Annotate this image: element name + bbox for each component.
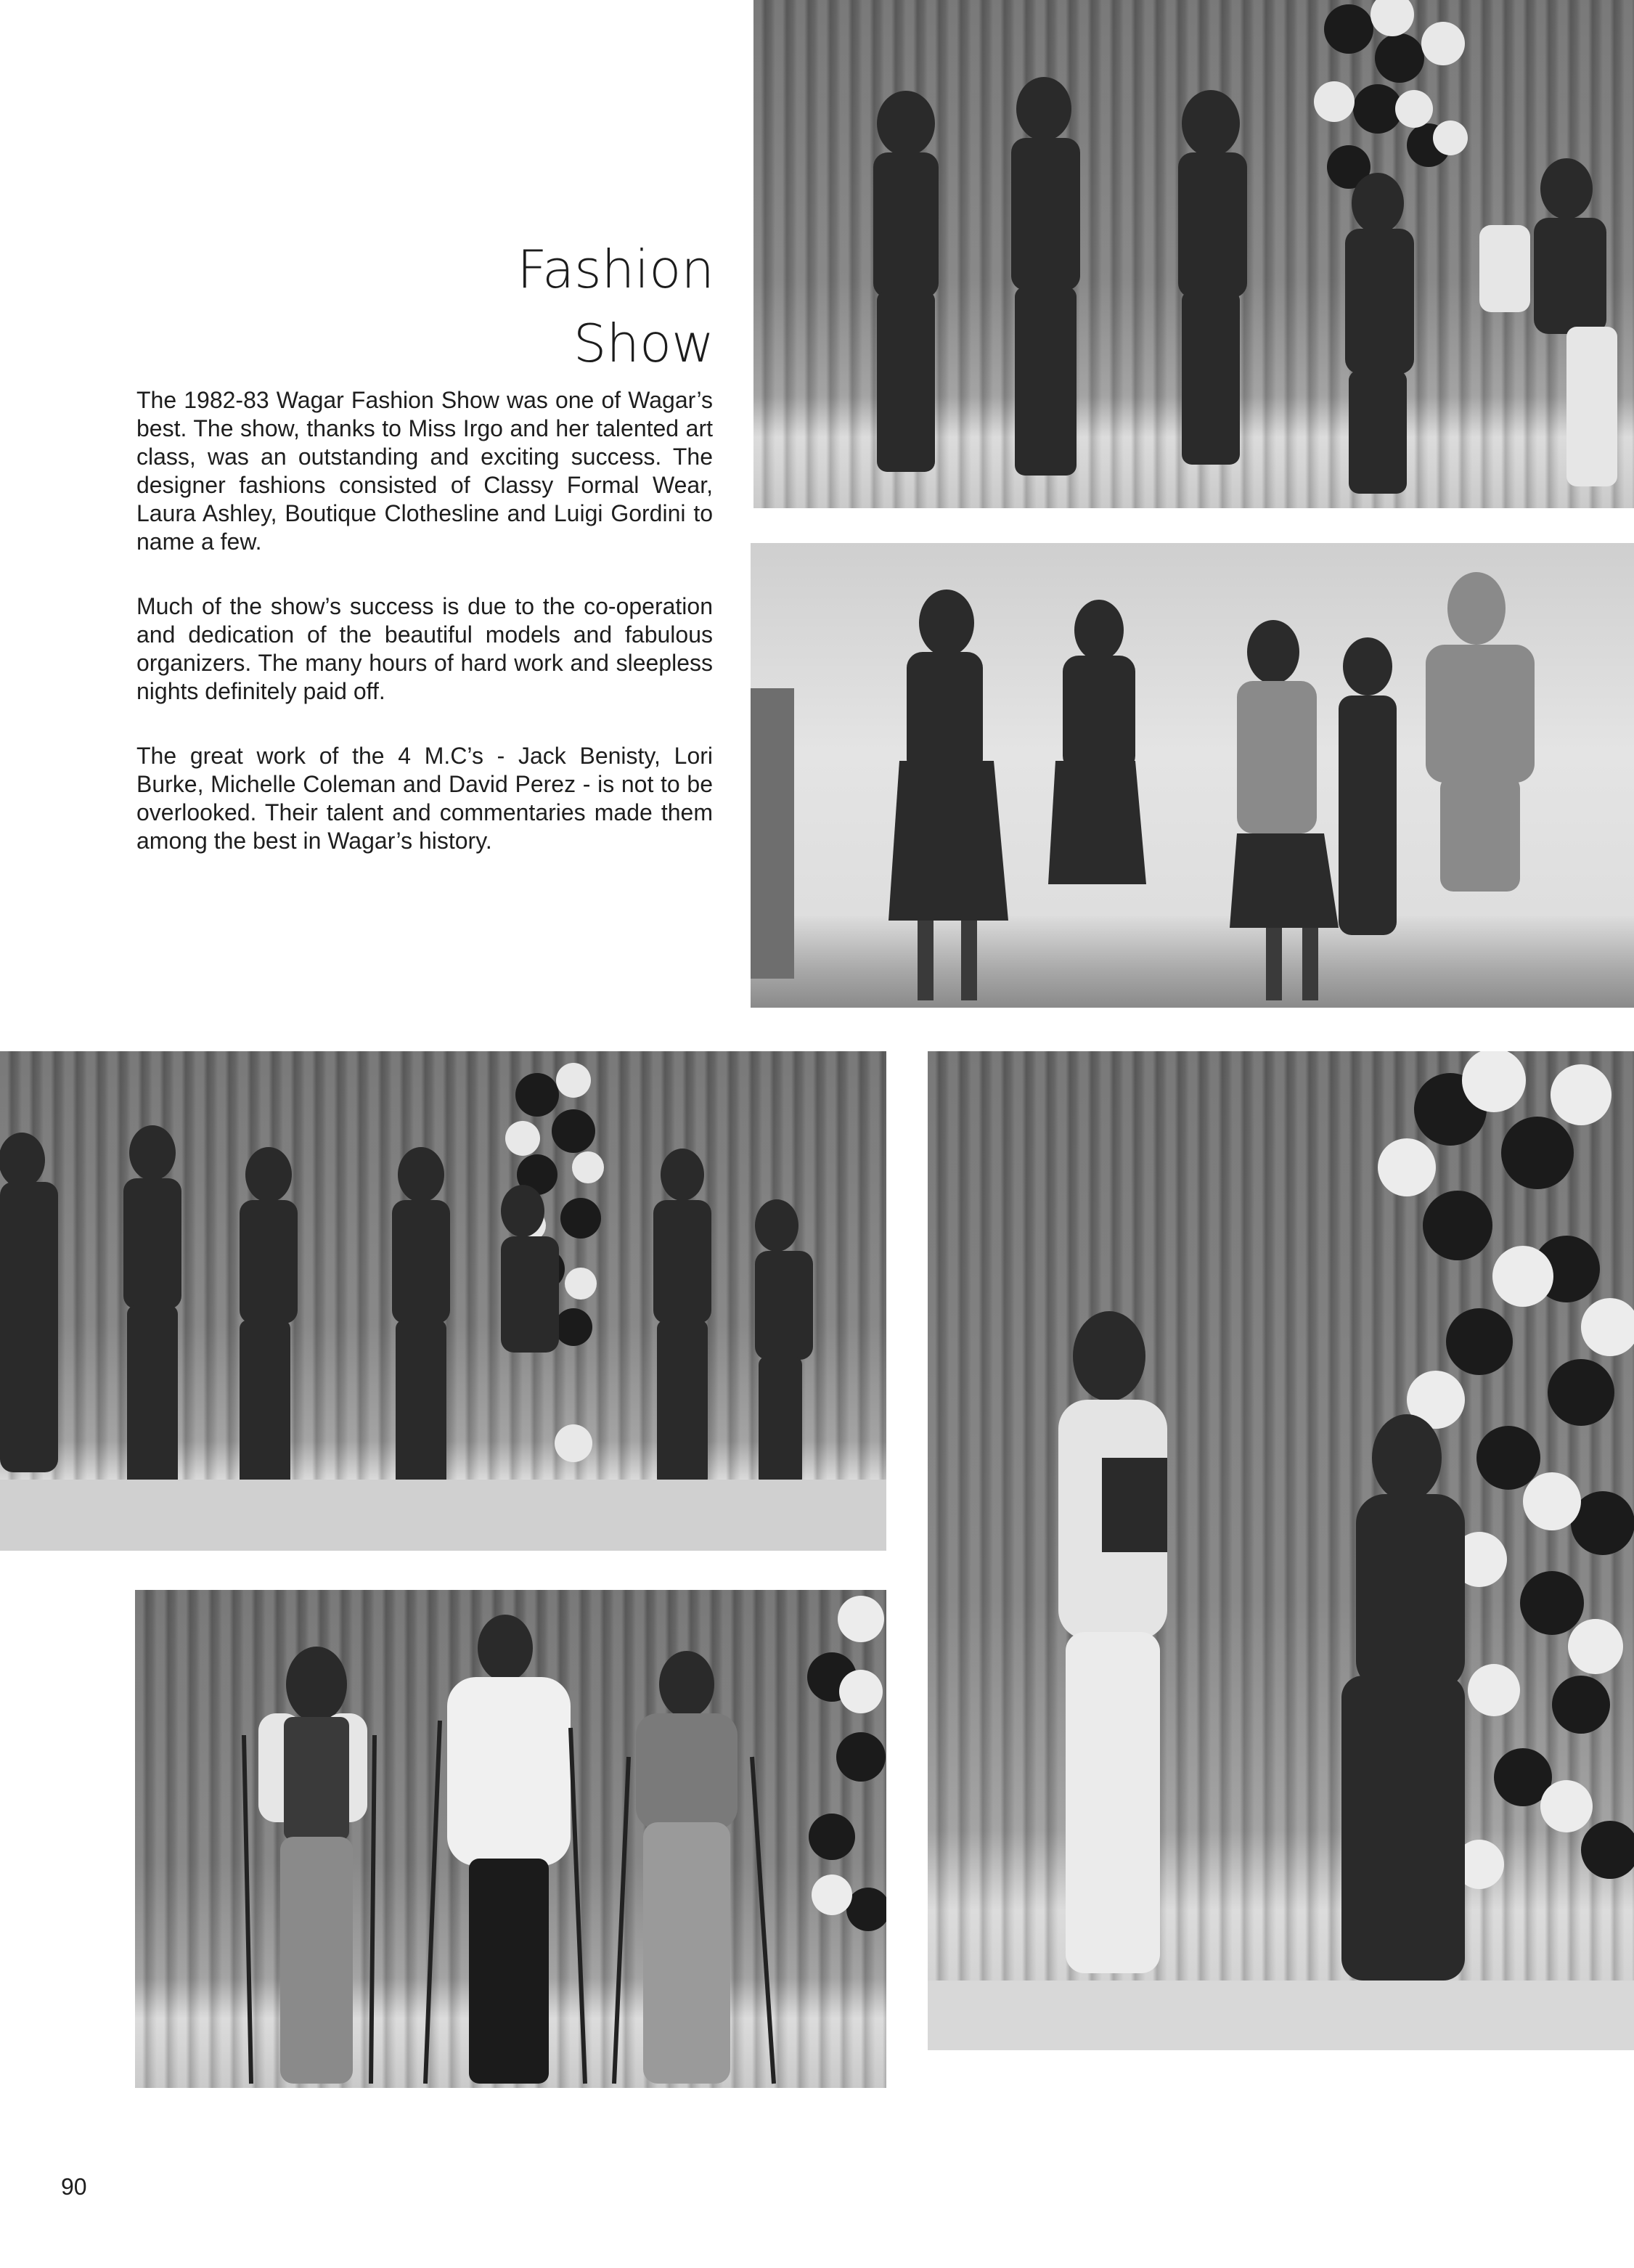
title-line-1: Fashion [517,239,714,300]
photo-dancers-kick-art [0,1051,886,1551]
photo-models-dresses-art [751,543,1634,1008]
page-title [407,232,714,380]
photo-dancers-top-art [753,0,1634,508]
paragraph-1: The 1982-83 Wagar Fashion Show was one of Wagar’s best. The show, thanks to Miss Irgo and her talented art class, was an outstanding and exciting success. The designer fashions consisted of Classy Formal Wear, Laura Ashley, Boutique Clothesline and Luigi Gordini to name a few. [136,387,713,555]
photo-dancers-top [753,0,1634,508]
paragraph-2: Much of the show’s success is due to the co-operation and dedication of the beautiful models and fabulous organizers. The many hours of hard work and sleepless nights definitely paid off. [136,593,713,704]
photo-models-dresses [751,543,1634,1008]
paragraph-3: The great work of the 4 M.C’s - Jack Benisty, Lori Burke, Michelle Coleman and David Perez - is not to be overlooked. Their talent and commentaries made them among the best in Wagar’s history. [136,743,713,854]
photo-couple-dancing-art [928,1051,1634,2050]
page-number: 90 [61,2174,87,2200]
title-line-2: Show [573,313,714,374]
photo-ski-wear-art [135,1590,886,2088]
article-body [136,386,713,892]
photo-dancers-kick [0,1051,886,1551]
photo-couple-dancing [928,1051,1634,2050]
photo-ski-wear [135,1590,886,2088]
